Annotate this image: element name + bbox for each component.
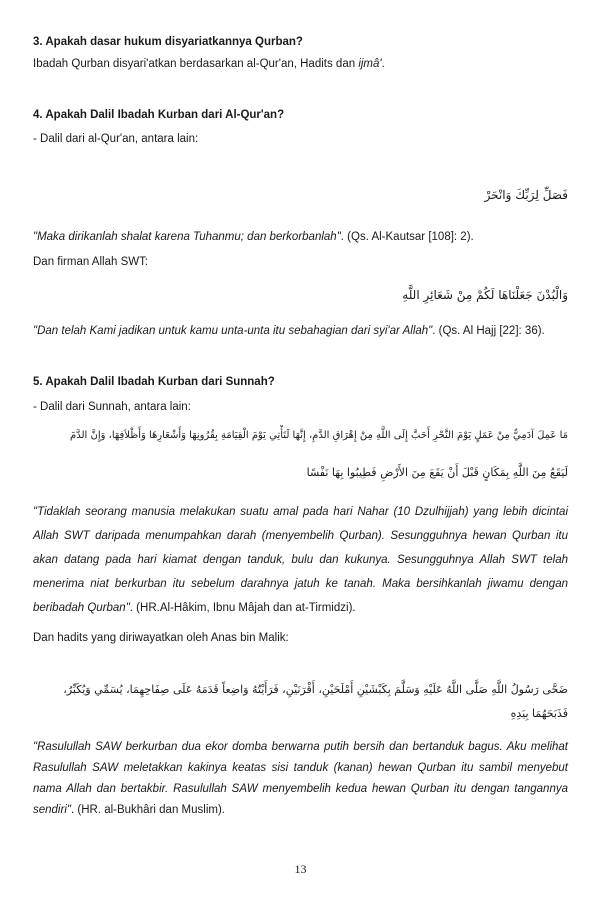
question-5-heading: 5. Apakah Dalil Ibadah Kurban dari Sunnah? xyxy=(33,376,275,388)
question-4-intro: - Dalil dari al-Qur'an, antara lain: xyxy=(33,133,199,145)
hadith-1-arabic-line-1: مَا عَمِلَ آدَمِيٌّ مِنْ عَمَلٍ يَوْمَ النَّحْرِ أَحَبَّ إِلَى اللَّهِ مِنْ إِهْرَاقِ الدَّمِ، إِنَّهَا لَتَأْتِي يَوْمَ الْقِيَامَةِ بِقُرُونِهَا وَأَشْعَارِهَا وَأَظْلاَفِهَا، وَإِنَّ الدَّمَ xyxy=(70,430,568,441)
verse-hajj-arabic: وَالْبُدْنَ جَعَلْنَاهَا لَكُمْ مِنْ شَعَائِرِ اللَّهِ xyxy=(402,288,568,302)
hadith-2-translation: "Rasulullah SAW berkurban dua ekor domba berwarna putih bersih dan bertanduk bagus. Aku melihat Rasulullah SAW meletakkan kakinya keatas sisi tanduk (kanan) hewan Qurban itu sambil menyebut nama Allah dan bertakbir. Rasulullah SAW menyembelih kedua hewan Qurban itu dengan tangannya sendiri". (HR. al-Bukhâri dan Muslim). xyxy=(33,741,568,816)
question-5-intro: - Dalil dari Sunnah, antara lain: xyxy=(33,401,191,413)
hadith-1-arabic-line-2: لَيَقَعُ مِنَ اللَّهِ بِمَكَانٍ قَبْلَ أَنْ يَقَعَ مِنَ الأَرْضِ فَطِيبُوا بِهَا نَفْسًا xyxy=(306,466,568,479)
verse-kautsar-translation: "Maka dirikanlah shalat karena Tuhanmu; dan berkorbanlah". (Qs. Al-Kautsar [108]: 2). xyxy=(33,231,474,243)
connector-firman: Dan firman Allah SWT: xyxy=(33,256,149,268)
question-3-answer: Ibadah Qurban disyari'atkan berdasarkan al-Qur'an, Hadits dan ijmâ'. xyxy=(33,58,385,70)
hadith-2-arabic: ضَحَّى رَسُولُ اللَّهِ صَلَّى اللَّهُ عَلَيْهِ وَسَلَّمَ بِكَبْشَيْنِ أَمْلَحَيْنِ، أَقْرَنَيْنِ، فَرَأَيْتُهُ وَاضِعاً قَدَمَهُ عَلَى صِفَاحِهِمَا، يُسَمِّي وَيُكَبِّرُ، فَذَبَحَهُمَا بِيَدِهِ xyxy=(63,683,568,720)
question-4-heading: 4. Apakah Dalil Ibadah Kurban dari Al-Qur'an? xyxy=(33,109,285,121)
connector-anas: Dan hadits yang diriwayatkan oleh Anas bin Malik: xyxy=(33,632,289,644)
verse-kautsar-arabic: فَصَلِّ لِرَبِّكَ وَانْحَرْ xyxy=(484,188,568,202)
ijma-term: ijmâ' xyxy=(358,58,382,70)
hadith-1-translation: "Tidaklah seorang manusia melakukan suatu amal pada hari Nahar (10 Dzulhijjah) yang lebih dicintai Allah SWT daripada menumpahkan darah (menyembelih Qurban). Sesungguhnya hewan Qurban itu akan datang pada hari kiamat dengan tanduk, bulu dan kukunya. Sesungguhnya Allah SWT telah menerima niat berkurban itu sebelum darahnya jatuh ke tanah. Maka bersihkanlah jiwamu dengan beribadah Qurban". (HR.Al-Hâkim, Ibnu Mâjah dan at-Tirmidzi). xyxy=(33,506,568,614)
page-number: 13 xyxy=(294,862,307,876)
question-3-heading: 3. Apakah dasar hukum disyariatkannya Qurban? xyxy=(33,36,303,48)
verse-hajj-translation: "Dan telah Kami jadikan untuk kamu unta-unta itu sebahagian dari syi'ar Allah". (Qs. Al Hajj [22]: 36). xyxy=(33,325,545,337)
